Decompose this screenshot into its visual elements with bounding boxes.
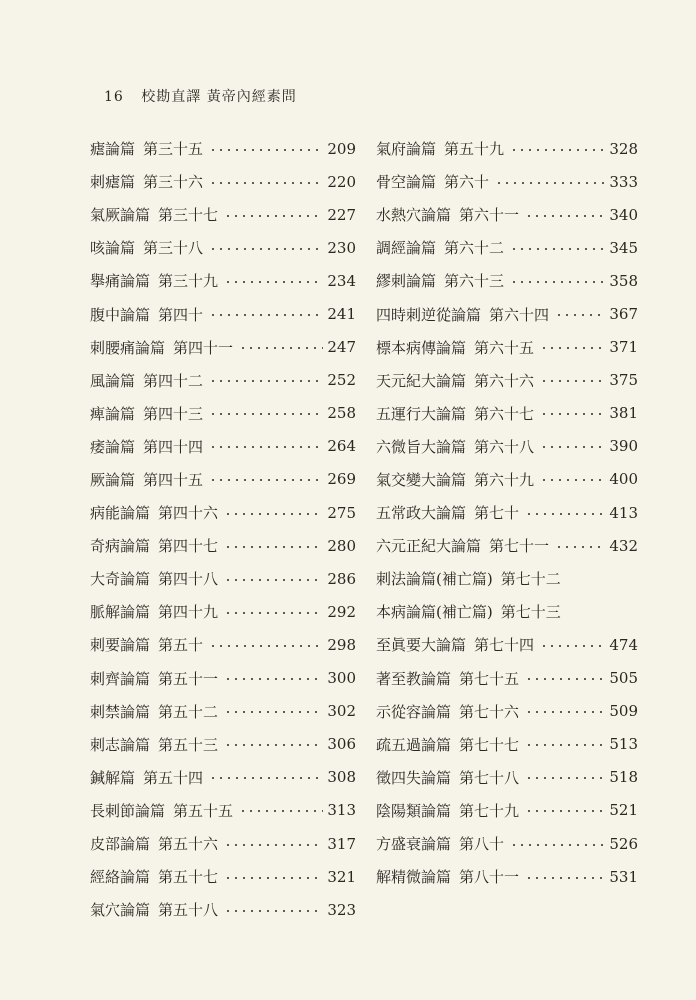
- dot-leader: [555, 546, 605, 548]
- dot-leader: [495, 182, 605, 184]
- entry-page-number: 286: [327, 569, 356, 588]
- entry-title: 本病論篇(補亡篇): [376, 603, 493, 622]
- toc-entry: [90, 397, 356, 430]
- entry-page-number: 227: [327, 205, 356, 224]
- entry-title: 五運行大論篇: [376, 404, 467, 423]
- entry-title: 標本病傳論篇: [376, 338, 467, 357]
- entry-section: 第四十七: [158, 537, 219, 556]
- entry-page-number: 292: [327, 602, 356, 621]
- dot-leader: [555, 314, 605, 316]
- toc-entry: [376, 198, 638, 231]
- toc-entry: [376, 595, 638, 628]
- entry-page-number: 413: [609, 503, 638, 522]
- dot-leader: [209, 413, 323, 415]
- entry-title: 示從容論篇: [376, 702, 452, 721]
- toc-entry: [376, 860, 638, 893]
- dot-leader: [525, 215, 605, 217]
- entry-page-number: 258: [327, 404, 356, 423]
- entry-section: 第五十八: [158, 901, 219, 920]
- entry-page-number: 474: [609, 635, 638, 654]
- book-title: 校勘直譯 黃帝內經素問: [141, 89, 297, 105]
- entry-page-number: 333: [609, 172, 638, 191]
- toc-entry: [376, 331, 638, 364]
- entry-title: 陰陽類論篇: [376, 801, 452, 820]
- toc-entry: [90, 132, 356, 165]
- entry-title: 氣交變大論篇: [376, 470, 467, 489]
- toc-entry: [376, 165, 638, 198]
- entry-title: 厥論篇: [90, 470, 136, 489]
- entry-title: 刺要論篇: [90, 636, 151, 655]
- entry-page-number: 371: [609, 338, 638, 357]
- entry-section: 第三十七: [158, 206, 219, 225]
- toc-entry: [376, 430, 638, 463]
- dot-leader: [525, 744, 605, 746]
- entry-page-number: 252: [327, 371, 356, 390]
- entry-title: 皮部論篇: [90, 835, 151, 854]
- entry-section: 第五十四: [143, 768, 204, 787]
- dot-leader: [239, 347, 323, 349]
- entry-section: 第五十六: [158, 835, 219, 854]
- toc-entry: [90, 165, 356, 198]
- entry-section: 第七十一: [489, 537, 550, 556]
- entry-section: 第三十六: [143, 173, 204, 192]
- toc-entry: [90, 198, 356, 231]
- entry-title: 解精微論篇: [376, 868, 452, 887]
- entry-title: 痺論篇: [90, 404, 136, 423]
- entry-page-number: 269: [327, 470, 356, 489]
- entry-title: 六微旨大論篇: [376, 437, 467, 456]
- entry-title: 風論篇: [90, 371, 136, 390]
- entry-page-number: 518: [609, 768, 638, 787]
- entry-page-number: 505: [609, 669, 638, 688]
- entry-page-number: 302: [327, 702, 356, 721]
- dot-leader: [209, 248, 323, 250]
- entry-page-number: 209: [327, 139, 356, 158]
- entry-section: 第八十一: [459, 868, 520, 887]
- dot-leader: [540, 446, 605, 448]
- entry-title: 徵四失論篇: [376, 768, 452, 787]
- entry-title: 大奇論篇: [90, 570, 151, 589]
- toc-entry: [90, 430, 356, 463]
- toc-entry: [90, 595, 356, 628]
- toc-entry: [90, 264, 356, 297]
- entry-title: 擧痛論篇: [90, 272, 151, 291]
- toc-left-column: [90, 132, 356, 926]
- entry-title: 鍼解篇: [90, 768, 136, 787]
- toc-entry: [90, 463, 356, 496]
- entry-page-number: 381: [609, 404, 638, 423]
- entry-section: 第四十九: [158, 603, 219, 622]
- dot-leader: [209, 380, 323, 382]
- entry-page-number: 375: [609, 371, 638, 390]
- entry-title: 調經論篇: [376, 239, 437, 258]
- dot-leader: [224, 877, 323, 879]
- entry-page-number: 275: [327, 503, 356, 522]
- toc-entry: [376, 463, 638, 496]
- dot-leader: [224, 678, 323, 680]
- entry-title: 方盛衰論篇: [376, 835, 452, 854]
- entry-title: 骨空論篇: [376, 173, 437, 192]
- entry-section: 第五十七: [158, 868, 219, 887]
- toc-entry: [90, 562, 356, 595]
- entry-page-number: 390: [609, 437, 638, 456]
- dot-leader: [540, 413, 605, 415]
- entry-section: 第八十: [459, 835, 505, 854]
- page-number: 16: [104, 89, 124, 105]
- entry-title: 氣府論篇: [376, 140, 437, 159]
- entry-title: 奇病論篇: [90, 537, 151, 556]
- toc-entry: [376, 132, 638, 165]
- entry-title: 刺禁論篇: [90, 702, 151, 721]
- toc-entry: [90, 794, 356, 827]
- toc-entry: [90, 662, 356, 695]
- entry-page-number: 317: [327, 834, 356, 853]
- entry-title: 繆刺論篇: [376, 272, 437, 291]
- toc-entry: [376, 695, 638, 728]
- entry-section: 第七十五: [459, 669, 520, 688]
- dot-leader: [224, 281, 323, 283]
- entry-title: 六元正紀大論篇: [376, 537, 482, 556]
- entry-page-number: 340: [609, 205, 638, 224]
- entry-page-number: 328: [609, 139, 638, 158]
- dot-leader: [525, 810, 605, 812]
- entry-page-number: 367: [609, 305, 638, 324]
- entry-title: 刺法論篇(補亡篇): [376, 570, 493, 589]
- entry-section: 第五十三: [158, 735, 219, 754]
- entry-page-number: 521: [609, 801, 638, 820]
- toc-entry: [90, 827, 356, 860]
- dot-leader: [525, 711, 605, 713]
- dot-leader: [540, 645, 605, 647]
- entry-section: 第七十四: [474, 636, 535, 655]
- entry-page-number: 345: [609, 238, 638, 257]
- toc-entry: [376, 297, 638, 330]
- entry-page-number: 432: [609, 536, 638, 555]
- entry-title: 氣穴論篇: [90, 901, 151, 920]
- entry-page-number: 358: [609, 271, 638, 290]
- dot-leader: [510, 844, 605, 846]
- dot-leader: [224, 744, 323, 746]
- entry-section: 第六十四: [489, 305, 550, 324]
- entry-page-number: 300: [327, 669, 356, 688]
- entry-page-number: 509: [609, 702, 638, 721]
- dot-leader: [224, 910, 323, 912]
- entry-section: 第四十一: [173, 338, 234, 357]
- entry-page-number: 323: [327, 900, 356, 919]
- entry-section: 第三十八: [143, 239, 204, 258]
- toc-entry: [376, 364, 638, 397]
- entry-title: 刺志論篇: [90, 735, 151, 754]
- entry-page-number: 526: [609, 834, 638, 853]
- entry-section: 第七十三: [500, 603, 561, 622]
- dot-leader: [209, 479, 323, 481]
- dot-leader: [209, 777, 323, 779]
- entry-section: 第五十二: [158, 702, 219, 721]
- entry-page-number: 531: [609, 867, 638, 886]
- entry-section: 第五十一: [158, 669, 219, 688]
- toc-entry: [90, 695, 356, 728]
- entry-title: 疏五過論篇: [376, 735, 452, 754]
- entry-title: 經絡論篇: [90, 868, 151, 887]
- toc-entry: [90, 331, 356, 364]
- entry-section: 第三十五: [143, 140, 204, 159]
- dot-leader: [525, 877, 605, 879]
- toc-entry: [376, 794, 638, 827]
- dot-leader: [540, 479, 605, 481]
- entry-title: 水熱穴論篇: [376, 206, 452, 225]
- entry-title: 刺瘧篇: [90, 173, 136, 192]
- entry-section: 第七十六: [459, 702, 520, 721]
- dot-leader: [209, 446, 323, 448]
- entry-section: 第七十七: [459, 735, 520, 754]
- entry-page-number: 298: [327, 635, 356, 654]
- dot-leader: [224, 546, 323, 548]
- running-header: [104, 86, 297, 106]
- entry-section: 第六十一: [459, 206, 520, 225]
- entry-section: 第五十五: [173, 801, 234, 820]
- entry-page-number: 264: [327, 437, 356, 456]
- dot-leader: [239, 810, 323, 812]
- dot-leader: [209, 314, 323, 316]
- entry-title: 瘧論篇: [90, 140, 136, 159]
- dot-leader: [224, 612, 323, 614]
- entry-page-number: 308: [327, 768, 356, 787]
- toc-entry: [376, 761, 638, 794]
- entry-title: 四時刺逆從論篇: [376, 305, 482, 324]
- toc-entry: [90, 728, 356, 761]
- toc-entry: [376, 662, 638, 695]
- entry-title: 病能論篇: [90, 504, 151, 523]
- entry-section: 第六十七: [474, 404, 535, 423]
- toc-entry: [376, 628, 638, 661]
- dot-leader: [224, 215, 323, 217]
- entry-section: 第六十五: [474, 338, 535, 357]
- dot-leader: [224, 579, 323, 581]
- entry-section: 第六十二: [444, 239, 505, 258]
- entry-title: 刺腰痛論篇: [90, 338, 166, 357]
- toc-entry: [90, 364, 356, 397]
- entry-title: 腹中論篇: [90, 305, 151, 324]
- entry-section: 第七十: [474, 504, 520, 523]
- entry-section: 第七十九: [459, 801, 520, 820]
- entry-page-number: 321: [327, 867, 356, 886]
- entry-page-number: 247: [327, 338, 356, 357]
- entry-title: 氣厥論篇: [90, 206, 151, 225]
- toc-entry: [376, 231, 638, 264]
- toc-entry: [90, 297, 356, 330]
- entry-section: 第四十六: [158, 504, 219, 523]
- entry-page-number: 230: [327, 238, 356, 257]
- toc-entry: [376, 397, 638, 430]
- dot-leader: [209, 645, 323, 647]
- dot-leader: [510, 281, 605, 283]
- entry-section: 第四十: [158, 305, 204, 324]
- entry-title: 著至教論篇: [376, 669, 452, 688]
- toc-entry: [90, 761, 356, 794]
- entry-section: 第六十六: [474, 371, 535, 390]
- toc-right-column: [376, 132, 638, 893]
- entry-page-number: 513: [609, 735, 638, 754]
- entry-title: 至眞要大論篇: [376, 636, 467, 655]
- entry-section: 第三十九: [158, 272, 219, 291]
- dot-leader: [540, 347, 605, 349]
- dot-leader: [224, 844, 323, 846]
- dot-leader: [525, 513, 605, 515]
- entry-section: 第四十八: [158, 570, 219, 589]
- entry-section: 第五十九: [444, 140, 505, 159]
- entry-title: 天元紀大論篇: [376, 371, 467, 390]
- dot-leader: [510, 248, 605, 250]
- dot-leader: [224, 513, 323, 515]
- entry-section: 第六十八: [474, 437, 535, 456]
- entry-section: 第四十五: [143, 470, 204, 489]
- toc-entry: [90, 628, 356, 661]
- toc-entry: [376, 827, 638, 860]
- entry-section: 第六十: [444, 173, 490, 192]
- entry-page-number: 400: [609, 470, 638, 489]
- dot-leader: [224, 711, 323, 713]
- entry-section: 第七十二: [500, 570, 561, 589]
- entry-title: 刺齊論篇: [90, 669, 151, 688]
- entry-page-number: 313: [327, 801, 356, 820]
- entry-section: 第七十八: [459, 768, 520, 787]
- entry-title: 長刺節論篇: [90, 801, 166, 820]
- toc-entry: [90, 529, 356, 562]
- toc-entry: [376, 496, 638, 529]
- entry-section: 第四十三: [143, 404, 204, 423]
- toc-entry: [376, 562, 638, 595]
- toc-entry: [90, 860, 356, 893]
- entry-section: 第四十四: [143, 437, 204, 456]
- dot-leader: [209, 182, 323, 184]
- entry-page-number: 306: [327, 735, 356, 754]
- entry-page-number: 241: [327, 305, 356, 324]
- toc-entry: [90, 231, 356, 264]
- entry-page-number: 280: [327, 536, 356, 555]
- toc-entry: [90, 893, 356, 926]
- entry-title: 脈解論篇: [90, 603, 151, 622]
- toc-entry: [90, 496, 356, 529]
- dot-leader: [540, 380, 605, 382]
- entry-page-number: 234: [327, 271, 356, 290]
- entry-title: 咳論篇: [90, 239, 136, 258]
- dot-leader: [525, 678, 605, 680]
- toc-entry: [376, 529, 638, 562]
- entry-title: 五常政大論篇: [376, 504, 467, 523]
- dot-leader: [510, 149, 605, 151]
- entry-section: 第六十九: [474, 470, 535, 489]
- toc-entry: [376, 728, 638, 761]
- toc-entry: [376, 264, 638, 297]
- entry-section: 第五十: [158, 636, 204, 655]
- dot-leader: [525, 777, 605, 779]
- entry-section: 第四十二: [143, 371, 204, 390]
- entry-page-number: 220: [327, 172, 356, 191]
- dot-leader: [209, 149, 323, 151]
- entry-section: 第六十三: [444, 272, 505, 291]
- entry-title: 痿論篇: [90, 437, 136, 456]
